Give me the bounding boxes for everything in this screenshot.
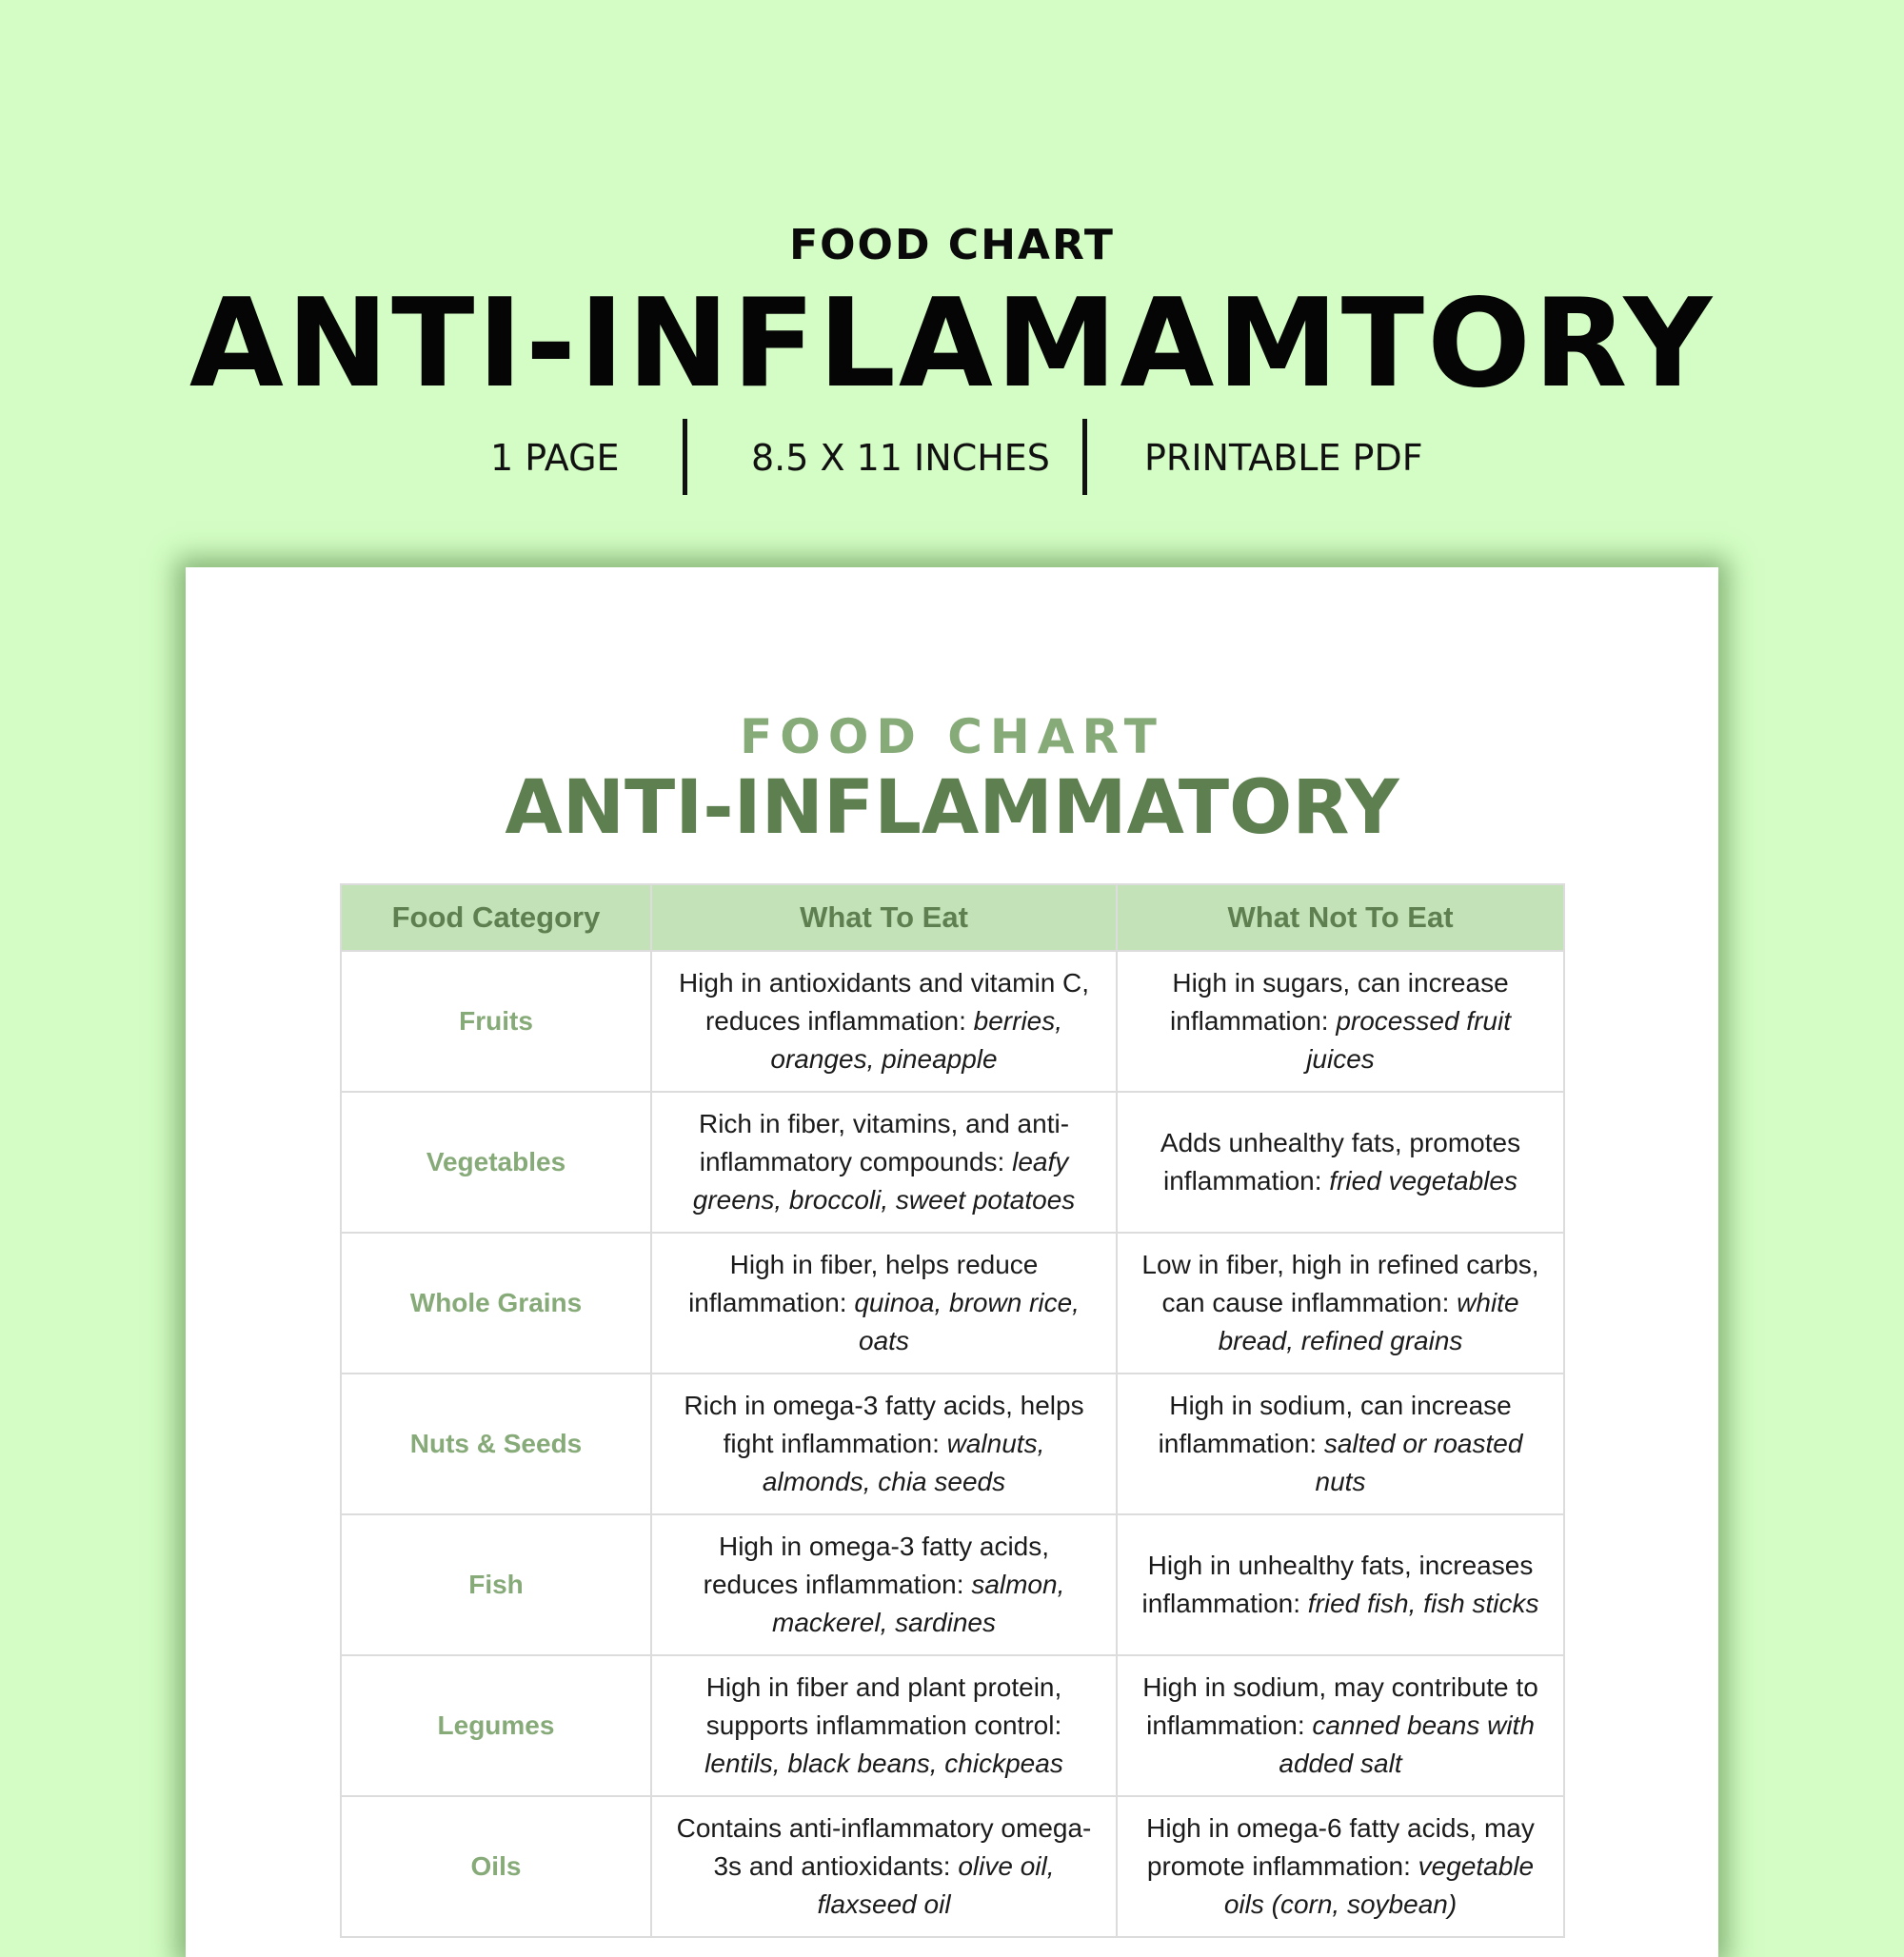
avoid-text: High in unhealthy fats, increases inflammation: — [1141, 1551, 1534, 1618]
eat-examples: leafy greens, broccoli, sweet potatoes — [692, 1147, 1076, 1215]
eat-text: Contains anti-inflammatory omega-3s and antioxidants: — [676, 1813, 1092, 1881]
table-row — [341, 1514, 1564, 1655]
eat-cell — [651, 1514, 1117, 1655]
eat-cell — [651, 1374, 1117, 1514]
eat-text: High in fiber and plant protein, supports inflammation control: — [705, 1672, 1062, 1740]
header-what-to-eat: What To Eat — [651, 884, 1117, 951]
hero-kicker: FOOD CHART — [789, 221, 1115, 269]
eat-text: Rich in omega-3 fatty acids, helps fight inflammation: — [684, 1391, 1084, 1458]
avoid-examples: fried vegetables — [1329, 1166, 1517, 1196]
spec-format: PRINTABLE PDF — [1144, 437, 1423, 479]
table-header-row — [341, 884, 1564, 951]
eat-examples: salmon, mackerel, sardines — [772, 1570, 1065, 1637]
sheet-title: ANTI-INFLAMMATORY — [505, 765, 1399, 851]
avoid-examples: salted or roasted nuts — [1315, 1429, 1523, 1496]
spec-size: 8.5 X 11 INCHES — [751, 437, 1050, 479]
avoid-cell — [1117, 1233, 1564, 1374]
header-what-not-to-eat: What Not To Eat — [1117, 884, 1564, 951]
avoid-text: Low in fiber, high in refined carbs, can cause inflammation: — [1141, 1250, 1539, 1317]
table-row — [341, 1655, 1564, 1796]
spec-divider — [683, 419, 687, 495]
avoid-cell — [1117, 1092, 1564, 1233]
eat-cell — [651, 1655, 1117, 1796]
eat-examples: walnuts, almonds, chia seeds — [762, 1429, 1045, 1496]
avoid-cell — [1117, 1374, 1564, 1514]
table-row — [341, 1233, 1564, 1374]
row-category: Fruits — [341, 951, 651, 1092]
row-category: Whole Grains — [341, 1233, 651, 1374]
chart-sheet-preview — [186, 567, 1718, 1957]
sheet-kicker: FOOD CHART — [740, 709, 1164, 764]
eat-cell — [651, 1092, 1117, 1233]
table-row — [341, 951, 1564, 1092]
avoid-text: Adds unhealthy fats, promotes inflammation: — [1160, 1128, 1521, 1196]
table-row — [341, 1092, 1564, 1233]
eat-cell — [651, 951, 1117, 1092]
table-row — [341, 1374, 1564, 1514]
avoid-cell — [1117, 951, 1564, 1092]
avoid-cell — [1117, 1796, 1564, 1937]
eat-examples: quinoa, brown rice, oats — [854, 1288, 1080, 1355]
avoid-examples: white bread, refined grains — [1218, 1288, 1519, 1355]
avoid-examples: vegetable oils (corn, soybean) — [1223, 1851, 1535, 1919]
avoid-text: High in sodium, can increase inflammation: — [1158, 1391, 1512, 1458]
avoid-cell — [1117, 1514, 1564, 1655]
header-food-category: Food Category — [341, 884, 651, 951]
avoid-examples: canned beans with added salt — [1279, 1710, 1535, 1778]
eat-text: High in antioxidants and vitamin C, reduces inflammation: — [678, 968, 1090, 1036]
avoid-examples: fried fish, fish sticks — [1307, 1589, 1539, 1618]
eat-text: Rich in fiber, vitamins, and anti-inflammatory compounds: — [698, 1109, 1070, 1176]
eat-examples: olive oil, flaxseed oil — [817, 1851, 1055, 1919]
avoid-text: High in sugars, can increase inflammation: — [1170, 968, 1509, 1036]
eat-examples: lentils, black beans, chickpeas — [704, 1749, 1063, 1778]
row-category: Legumes — [341, 1655, 651, 1796]
row-category: Fish — [341, 1514, 651, 1655]
avoid-text: High in sodium, may contribute to inflammation: — [1142, 1672, 1538, 1740]
spec-pages: 1 PAGE — [490, 437, 620, 479]
avoid-text: High in omega-6 fatty acids, may promote inflammation: — [1146, 1813, 1535, 1881]
hero-title: ANTI-INFLAMAMTORY — [188, 273, 1716, 415]
avoid-examples: processed fruit juices — [1306, 1006, 1511, 1074]
spec-row — [0, 419, 1904, 497]
spec-divider — [1082, 419, 1087, 495]
eat-text: High in fiber, helps reduce inflammation: — [688, 1250, 1039, 1317]
table-row — [341, 1796, 1564, 1937]
row-category: Vegetables — [341, 1092, 651, 1233]
food-chart-table — [340, 883, 1565, 1938]
avoid-cell — [1117, 1655, 1564, 1796]
eat-examples: berries, oranges, pineapple — [770, 1006, 1063, 1074]
eat-cell — [651, 1233, 1117, 1374]
eat-cell — [651, 1796, 1117, 1937]
eat-text: High in omega-3 fatty acids, reduces inflammation: — [703, 1532, 1050, 1599]
row-category: Oils — [341, 1796, 651, 1937]
row-category: Nuts & Seeds — [341, 1374, 651, 1514]
